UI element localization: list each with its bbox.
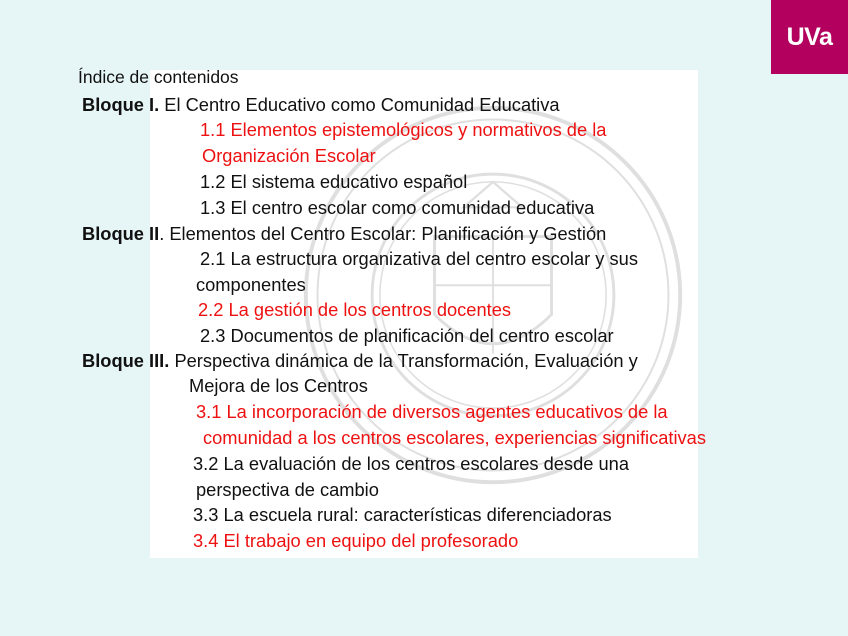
block-label: Bloque II	[82, 223, 160, 244]
page-title: Índice de contenidos	[78, 67, 239, 87]
topic-item: 2.2 La gestión de los centros docentes	[198, 299, 512, 320]
logo-text: UVa	[786, 22, 833, 51]
block-heading	[82, 94, 560, 116]
block-heading	[82, 350, 638, 372]
topic-item: 3.4 El trabajo en equipo del profesorado	[193, 530, 519, 551]
topic-item: 1.1 Elementos epistemológicos y normativos de la	[200, 119, 607, 140]
topic-item: 1.2 El sistema educativo español	[200, 171, 468, 192]
topic-item: 3.2 La evaluación de los centros escolares desde una	[193, 453, 629, 474]
topic-item: comunidad a los centros escolares, experiencias significativas	[203, 427, 706, 448]
block-label: Bloque I.	[82, 94, 160, 115]
topic-item: 2.1 La estructura organizativa del centro escolar y sus	[200, 248, 638, 269]
block-title: El Centro Educativo como Comunidad Educativa	[159, 94, 560, 115]
block-title-continuation: Mejora de los Centros	[189, 375, 368, 396]
topic-item: 2.3 Documentos de planificación del centro escolar	[200, 325, 614, 346]
uva-logo	[771, 0, 848, 74]
block-title: Perspectiva dinámica de la Transformación, Evaluación y	[169, 350, 638, 371]
topic-item: perspectiva de cambio	[196, 479, 379, 500]
block-title: . Elementos del Centro Escolar: Planificación y Gestión	[159, 223, 607, 244]
topic-item: componentes	[196, 274, 306, 295]
topic-item: Organización Escolar	[202, 145, 376, 166]
topic-item: 3.1 La incorporación de diversos agentes educativos de la	[196, 401, 668, 422]
block-heading	[82, 223, 606, 245]
topic-item: 1.3 El centro escolar como comunidad educativa	[200, 197, 595, 218]
topic-item: 3.3 La escuela rural: características diferenciadoras	[193, 504, 612, 525]
block-label: Bloque III.	[82, 350, 170, 371]
